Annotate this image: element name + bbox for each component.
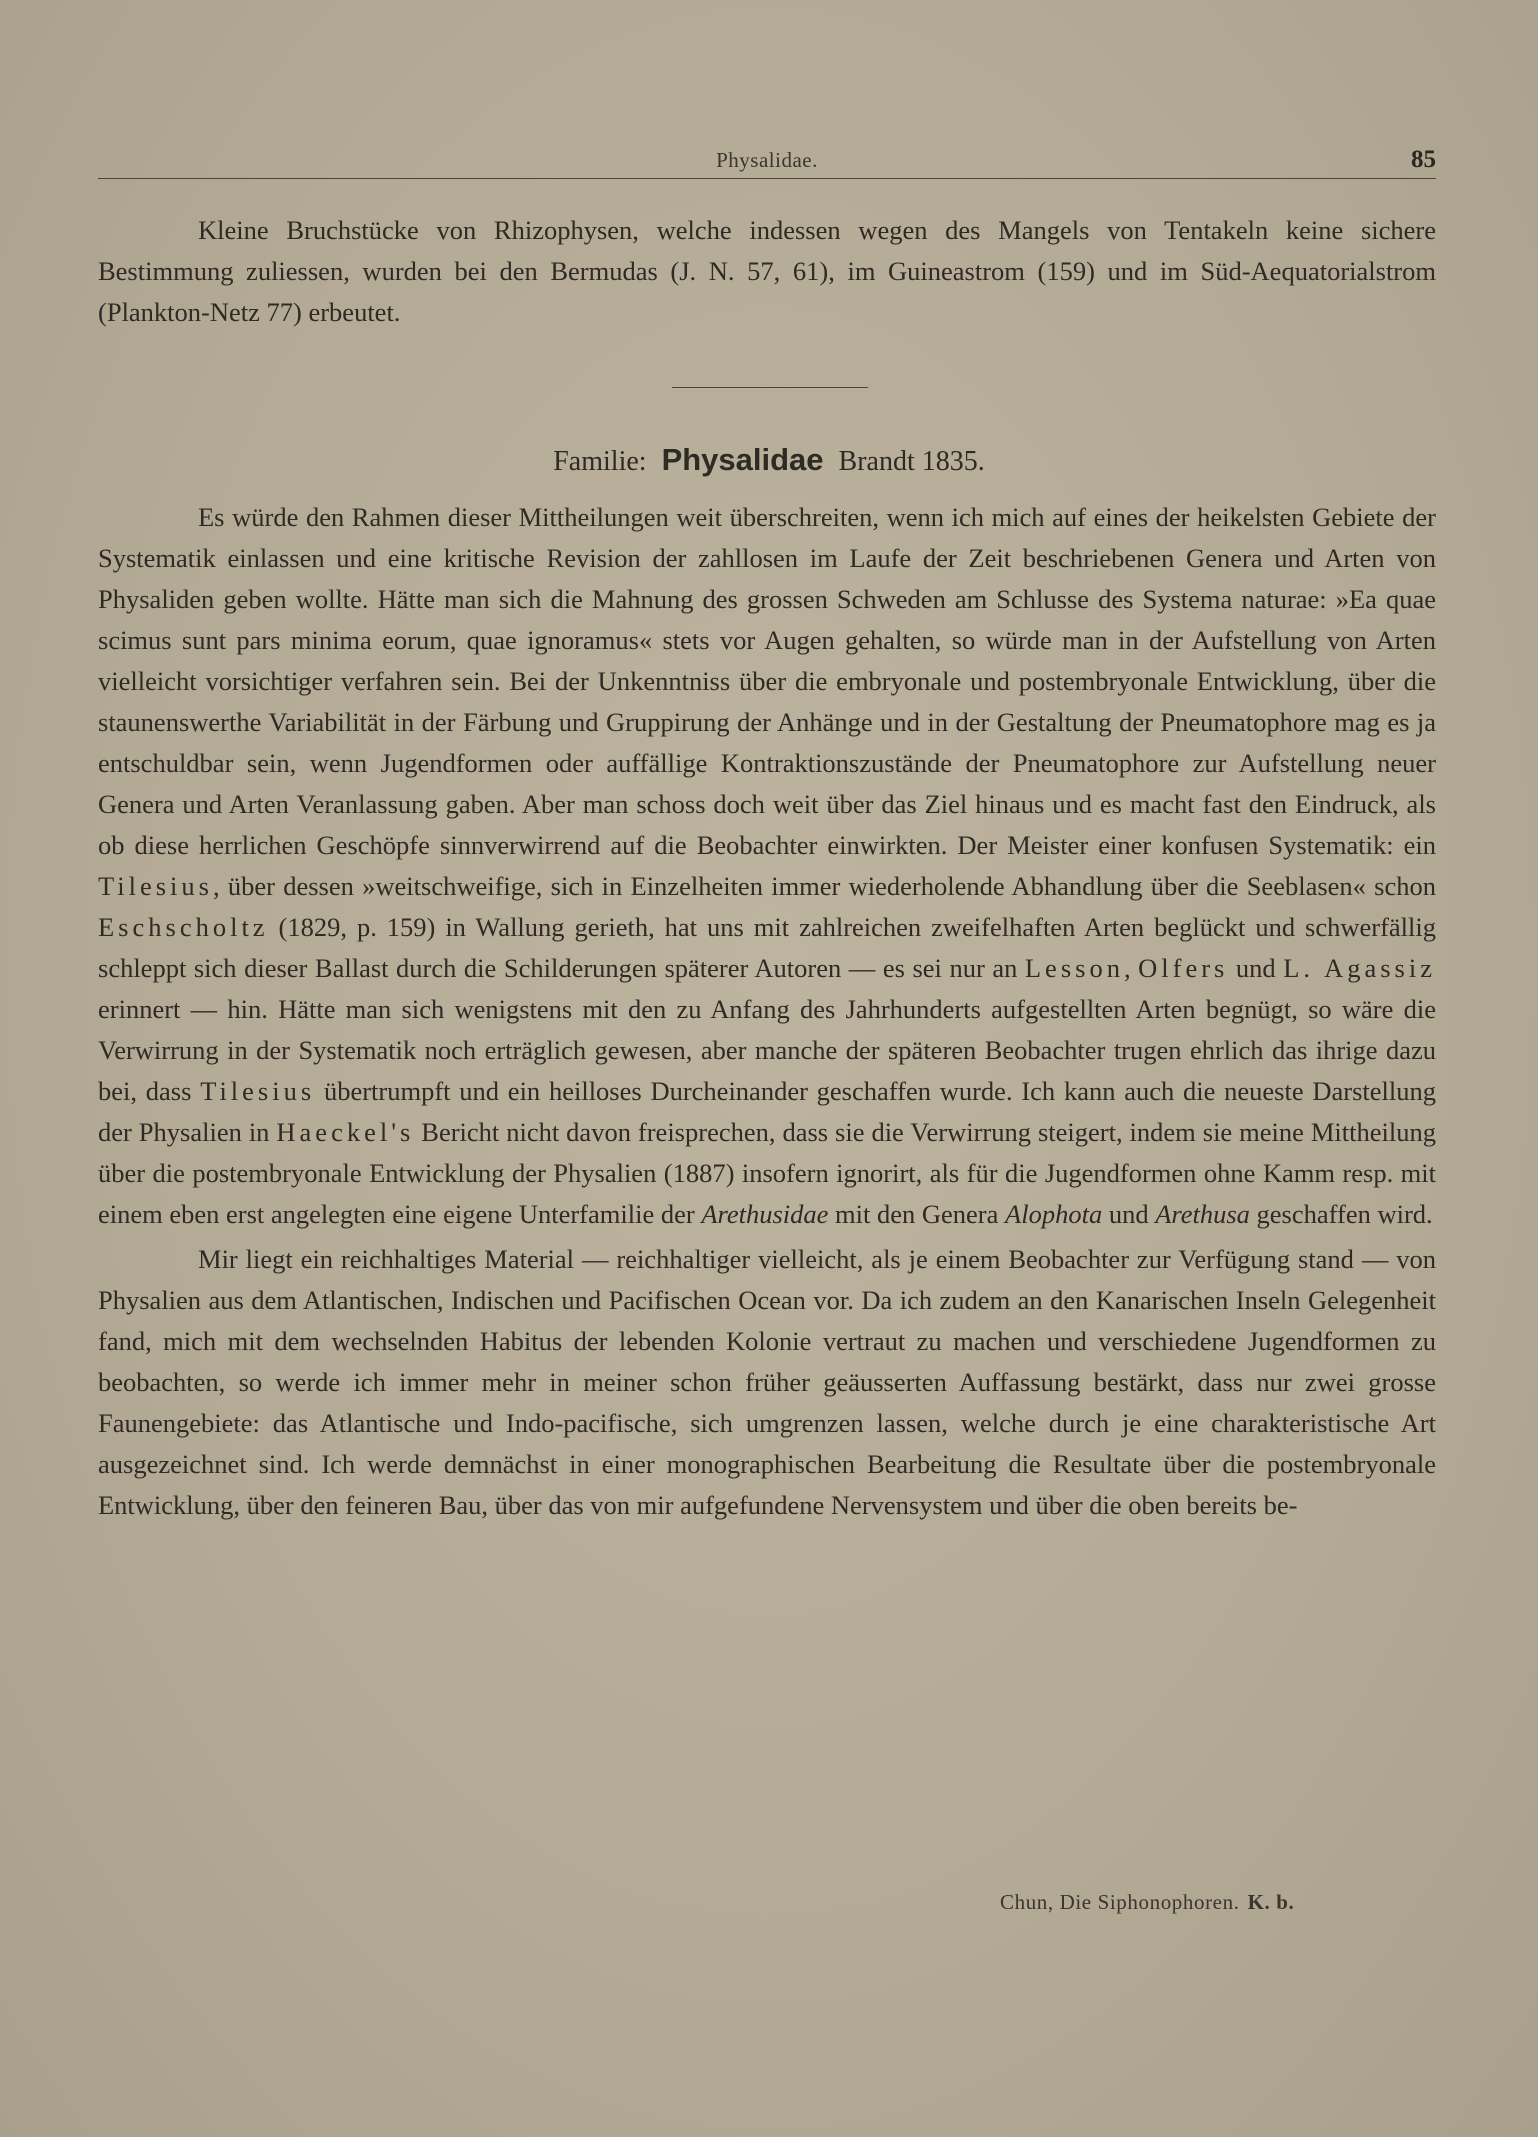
p1-text-5: und	[1235, 953, 1276, 983]
p1-text-4: ,	[1123, 953, 1131, 983]
page-number: 85	[1411, 146, 1436, 173]
taxon-arethusa: Arethusa	[1155, 1199, 1250, 1229]
family-name: Physalidae	[661, 442, 824, 477]
signature-line	[1000, 1890, 1294, 1915]
p1-text-10: und	[1108, 1199, 1149, 1229]
author-olfers: Olfers	[1138, 953, 1229, 983]
body-paragraph-1	[98, 497, 1436, 1235]
running-head-title: Physalidae.	[716, 148, 818, 172]
taxon-alophota: Alophota	[1005, 1199, 1103, 1229]
family-heading	[0, 440, 1538, 482]
signature-mark: K. b.	[1247, 1890, 1295, 1914]
running-head	[98, 148, 1436, 182]
author-tilesius-2: Tilesius	[200, 1076, 316, 1106]
p1-text-8: Bericht nicht davon freisprechen, dass sie die Verwirrung steigert, indem sie meine Mittheilung über die postembryonale Entwicklung der Physalien (1887) insofern ignorirt, als für die Jugendformen ohne Kamm resp. mit einem eben erst angelegten eine eigene Unterfamilie der	[98, 1117, 1437, 1229]
body-text	[98, 497, 1436, 1526]
author-lesson: Lesson	[1024, 953, 1124, 983]
taxon-arethusidae: Arethusidae	[701, 1199, 829, 1229]
family-heading-authority: Brandt 1835.	[838, 446, 985, 477]
p1-text-11: geschaffen wird.	[1256, 1199, 1433, 1229]
p1-text-1: Es würde den Rahmen dieser Mittheilungen weit überschreiten, wenn ich mich auf eines der heikelsten Gebiete der Systematik einlassen und eine kritische Revision der zahllosen im Laufe der Zeit beschriebenen Genera und Arten von Physaliden geben wollte. Hätte man sich die Mahnung des grossen Schweden am Schlusse des Systema naturae: »Ea quae scimus sunt pars minima eorum, quae ignoramus« stets vor Augen gehalten, so würde man in der Aufstellung von Arten vielleicht vorsichtiger verfahren sein. Bei der Unkenntniss über die embryonale und postembryonale Entwicklung, über die staunenswerthe Variabilität in der Färbung und Gruppirung der Anhänge und in der Gestaltung der Pneumatophore mag es ja entschuldbar sein, wenn Jugendformen oder auffällige Kontraktionszustände der Pneumatophore zur Aufstellung neuer Genera und Arten Veranlassung gaben. Aber man schoss doch weit über das Ziel hinaus und es macht fast den Eindruck, als ob diese herrlichen Geschöpfe sinnverwirrend auf die Beobachter einwirkten. Der Meister einer konfusen Systematik: ein	[98, 502, 1436, 860]
family-heading-prefix: Familie:	[553, 446, 647, 477]
p1-text-3: (1829, p. 159) in Wallung gerieth, hat uns mit zahlreichen zweifelhaften Arten beglückt und schwerfällig schleppt sich dieser Ballast durch die Schilderungen späterer Autoren — es sei nur an	[98, 912, 1437, 983]
p1-text-2: , über dessen »weitschweifige, sich in Einzelheiten immer wiederholende Abhandlung über die Seeblasen« schon	[212, 871, 1436, 901]
signature-text: Chun, Die Siphonophoren.	[1000, 1890, 1240, 1914]
header-rule	[98, 178, 1436, 179]
p1-text-9: mit den Genera	[835, 1199, 999, 1229]
intro-section	[98, 210, 1436, 333]
author-tilesius: Tilesius	[98, 871, 213, 901]
p1-text-6: erinnert — hin. Hätte man sich wenigstens mit den zu Anfang des Jahrhunderts aufgestellten Arten begnügt, so wäre die Verwirrung in der Systematik noch erträglich gewesen, aber manche der späteren Beobachter trugen ehrlich das ihrige dazu bei, dass	[98, 994, 1436, 1106]
author-haeckel: Haeckel's	[276, 1117, 415, 1147]
author-agassiz: L. Agassiz	[1283, 953, 1436, 983]
intro-paragraph: Kleine Bruchstücke von Rhizophysen, welche indessen wegen des Mangels von Tentakeln keine sichere Bestimmung zuliessen, wurden bei den Bermudas (J. N. 57, 61), im Guineastrom (159) und im Süd-Aequatorialstrom (Plankton-Netz 77) erbeutet.	[98, 215, 1436, 327]
author-eschscholtz: Eschscholtz	[98, 912, 269, 942]
section-divider	[672, 387, 868, 388]
body-paragraph-2: Mir liegt ein reichhaltiges Material — reichhaltiger vielleicht, als je einem Beobachter zur Verfügung stand — von Physalien aus dem Atlantischen, Indischen und Pacifischen Ocean vor. Da ich zudem an den Kanarischen Inseln Gelegenheit fand, mich mit dem wechselnden Habitus der lebenden Kolonie vertraut zu machen und verschiedene Jugendformen zu beobachten, so werde ich immer mehr in meiner schon früher geäusserten Auffassung bestärkt, dass nur zwei grosse Faunengebiete: das Atlantische und Indo-pacifische, sich umgrenzen lassen, welche durch je eine charakteristische Art ausgezeichnet sind. Ich werde demnächst in einer monographischen Bearbeitung die Resultate über die postembryonale Entwicklung, über den feineren Bau, über das von mir aufgefundene Nervensystem und über die oben bereits be-	[98, 1244, 1436, 1520]
p1-text-7: übertrumpft und ein heilloses Durcheinander geschaffen wurde. Ich kann auch die neueste Darstellung der Physalien in	[98, 1076, 1437, 1147]
